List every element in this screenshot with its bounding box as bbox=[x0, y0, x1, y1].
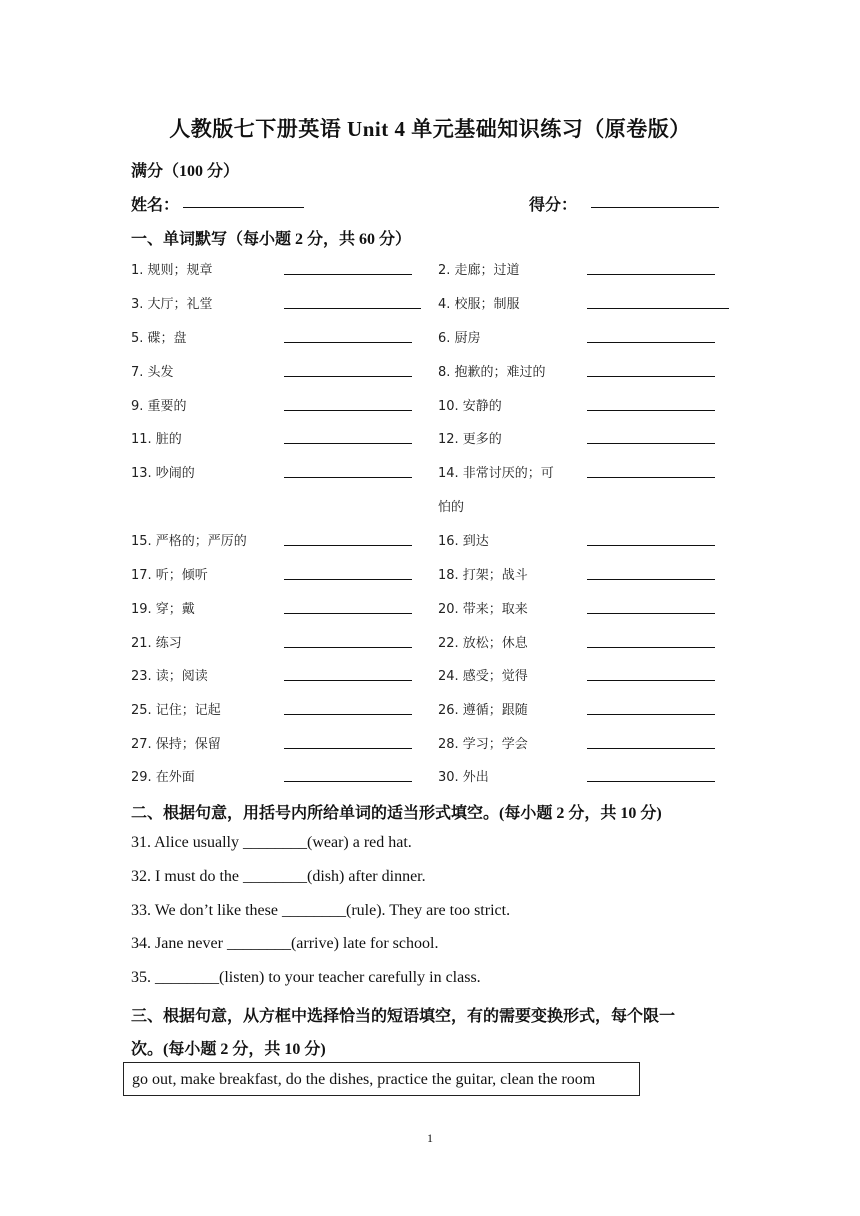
answer-blank[interactable] bbox=[284, 748, 412, 749]
answer-blank[interactable] bbox=[587, 376, 715, 377]
answer-blank[interactable] bbox=[284, 410, 412, 411]
phrase-list: go out, make breakfast, do the dishes, practice the guitar, clean the room bbox=[132, 1071, 596, 1088]
vocab-item: 11. 脏的 bbox=[131, 432, 182, 447]
answer-blank[interactable] bbox=[587, 308, 729, 309]
section3-heading: 三、根据句意，从方框中选择恰当的短语填空，有的需要变换形式，每个限一 bbox=[131, 1008, 676, 1025]
fill-in-sentence: 32. I must do the ________(dish) after dinner. bbox=[131, 868, 426, 885]
answer-blank[interactable] bbox=[587, 477, 715, 478]
answer-blank[interactable] bbox=[587, 545, 715, 546]
vocab-item: 6. 厨房 bbox=[438, 331, 481, 346]
answer-blank[interactable] bbox=[284, 647, 412, 648]
vocab-item: 30. 外出 bbox=[438, 770, 489, 785]
answer-blank[interactable] bbox=[587, 342, 715, 343]
answer-blank[interactable] bbox=[284, 579, 412, 580]
vocab-item: 29. 在外面 bbox=[131, 770, 195, 785]
vocab-item: 15. 严格的；严厉的 bbox=[131, 534, 247, 549]
name-blank[interactable] bbox=[183, 207, 304, 208]
answer-blank[interactable] bbox=[587, 274, 715, 275]
vocab-item: 8. 抱歉的；难过的 bbox=[438, 365, 546, 380]
fill-in-sentence: 33. We don’t like these ________(rule). They are too strict. bbox=[131, 902, 511, 919]
vocab-item: 21. 练习 bbox=[131, 636, 182, 651]
section3-heading-continued: 次。(每小题 2 分，共 10 分) bbox=[131, 1041, 326, 1058]
vocab-item: 20. 带来；取来 bbox=[438, 602, 528, 617]
fill-in-sentence: 35. ________(listen) to your teacher carefully in class. bbox=[131, 969, 481, 986]
vocab-item: 26. 遵循；跟随 bbox=[438, 703, 528, 718]
answer-blank[interactable] bbox=[284, 714, 412, 715]
vocab-item: 14. 非常讨厌的；可 bbox=[438, 466, 554, 481]
answer-blank[interactable] bbox=[587, 443, 715, 444]
vocab-item: 4. 校服；制服 bbox=[438, 297, 520, 312]
answer-blank[interactable] bbox=[284, 477, 412, 478]
phrase-box bbox=[123, 1062, 640, 1096]
vocab-item: 3. 大厅；礼堂 bbox=[131, 297, 213, 312]
answer-blank[interactable] bbox=[587, 748, 715, 749]
answer-blank[interactable] bbox=[284, 781, 412, 782]
answer-blank[interactable] bbox=[587, 579, 715, 580]
vocab-item: 7. 头发 bbox=[131, 365, 174, 380]
answer-blank[interactable] bbox=[587, 410, 715, 411]
score-label: 得分： bbox=[529, 197, 578, 214]
vocab-item: 10. 安静的 bbox=[438, 399, 502, 414]
score-total: 满分（100 分） bbox=[131, 163, 240, 180]
vocab-item: 27. 保持；保留 bbox=[131, 737, 221, 752]
vocab-item: 9. 重要的 bbox=[131, 399, 187, 414]
answer-blank[interactable] bbox=[284, 308, 421, 309]
answer-blank[interactable] bbox=[587, 647, 715, 648]
answer-blank[interactable] bbox=[587, 781, 715, 782]
vocab-item: 23. 读；阅读 bbox=[131, 669, 208, 684]
vocab-item: 18. 打架；战斗 bbox=[438, 568, 528, 583]
answer-blank[interactable] bbox=[284, 613, 412, 614]
section1-heading: 一、单词默写（每小题 2 分，共 60 分） bbox=[131, 231, 412, 248]
answer-blank[interactable] bbox=[284, 545, 412, 546]
vocab-item: 28. 学习；学会 bbox=[438, 737, 528, 752]
page-number: 1 bbox=[427, 1131, 433, 1145]
vocab-item: 24. 感受；觉得 bbox=[438, 669, 528, 684]
vocab-item: 16. 到达 bbox=[438, 534, 489, 549]
vocab-item: 12. 更多的 bbox=[438, 432, 502, 447]
answer-blank[interactable] bbox=[587, 714, 715, 715]
fill-in-sentence: 34. Jane never ________(arrive) late for school. bbox=[131, 935, 439, 952]
vocab-item-continued: 怕的 bbox=[438, 500, 465, 515]
vocab-item: 17. 听；倾听 bbox=[131, 568, 208, 583]
answer-blank[interactable] bbox=[587, 680, 715, 681]
answer-blank[interactable] bbox=[284, 376, 412, 377]
vocab-item: 1. 规则；规章 bbox=[131, 263, 213, 278]
page-title: 人教版七下册英语 Unit 4 单元基础知识练习（原卷版） bbox=[169, 117, 691, 141]
vocab-item: 19. 穿；戴 bbox=[131, 602, 195, 617]
answer-blank[interactable] bbox=[284, 274, 412, 275]
vocab-item: 13. 吵闹的 bbox=[131, 466, 195, 481]
vocab-item: 25. 记住；记起 bbox=[131, 703, 221, 718]
answer-blank[interactable] bbox=[284, 680, 412, 681]
section2-heading: 二、根据句意，用括号内所给单词的适当形式填空。(每小题 2 分，共 10 分) bbox=[131, 805, 662, 822]
name-label: 姓名： bbox=[131, 197, 180, 214]
vocab-item: 22. 放松；休息 bbox=[438, 636, 528, 651]
answer-blank[interactable] bbox=[284, 443, 412, 444]
score-blank[interactable] bbox=[591, 207, 719, 208]
fill-in-sentence: 31. Alice usually ________(wear) a red hat. bbox=[131, 834, 412, 851]
answer-blank[interactable] bbox=[284, 342, 412, 343]
vocab-item: 5. 碟；盘 bbox=[131, 331, 187, 346]
vocab-item: 2. 走廊；过道 bbox=[438, 263, 520, 278]
answer-blank[interactable] bbox=[587, 613, 715, 614]
